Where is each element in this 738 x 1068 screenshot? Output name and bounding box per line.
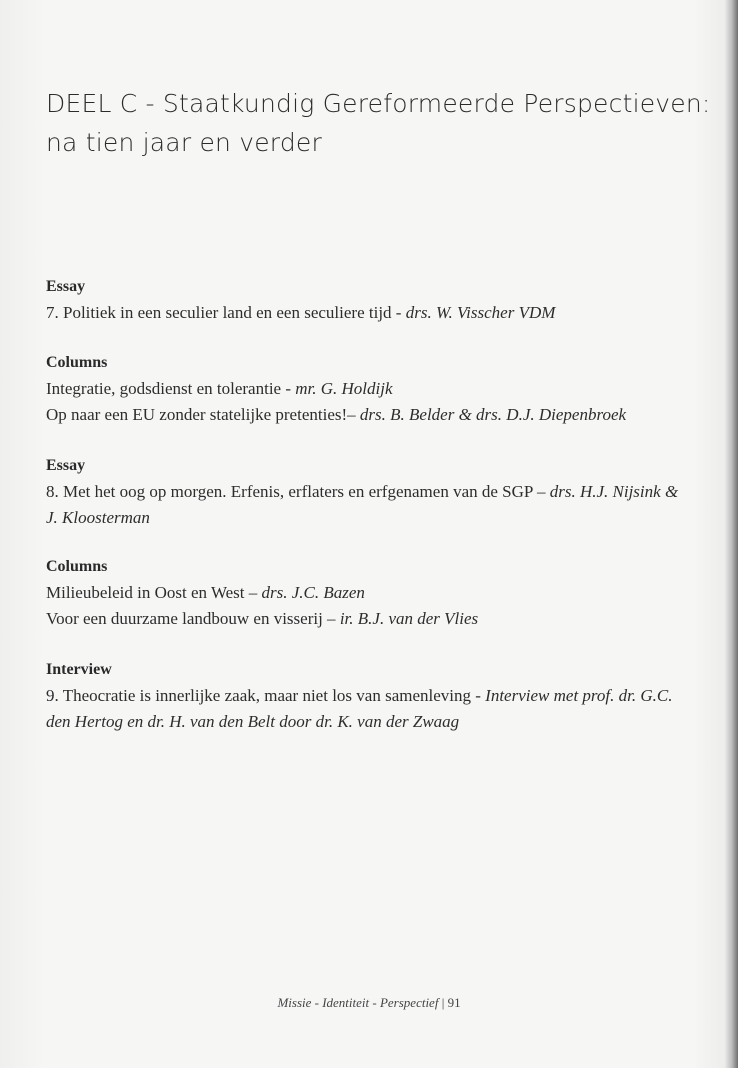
section-columns-1 [46,352,686,428]
section-interview-9 [46,659,686,735]
entry-title: 7. Politiek in een seculier land en een seculiere tijd - [46,303,406,322]
toc-entry [46,402,686,428]
section-heading: Columns [46,354,108,371]
page-number: 91 [447,995,461,1010]
entry-title: 9. Theocratie is innerlijke zaak, maar niet los van samenleving - [46,686,486,705]
section-heading: Interview [46,661,112,678]
entry-author: drs. W. Visscher VDM [405,303,556,322]
part-title-line-1: DEEL C - Staatkundig Gereformeerde Perspectieven: [46,89,711,118]
footer-separator: | [441,995,445,1010]
toc-entry [46,683,686,735]
entry-author: Interview met prof. dr. G.C. den Hertog en dr. H. van den Belt door dr. K. van der Zwaag [46,686,673,731]
section-essay-8 [46,455,686,531]
toc-entry [46,606,686,632]
toc-entry [46,580,686,606]
toc-entry [46,300,686,326]
page-edge-shadow [724,0,738,1068]
part-title-line-2: na tien jaar en verder [46,128,322,157]
toc-entry [46,479,686,531]
part-title [46,84,711,162]
section-essay-7 [46,276,686,326]
entry-author: mr. G. Holdijk [295,379,393,398]
entry-author: ir. B.J. van der Vlies [339,609,479,628]
section-heading: Columns [46,558,108,575]
entry-author: drs. H.J. Nijsink & J. Kloosterman [46,482,679,527]
entry-author: drs. J.C. Bazen [261,583,365,602]
section-columns-2 [46,556,686,632]
toc-entry [46,376,686,402]
running-title: Missie - Identiteit - Perspectief [277,995,439,1010]
entry-title: 8. Met het oog op morgen. Erfenis, erflaters en erfgenamen van de SGP – [46,482,550,501]
section-heading: Essay [46,278,86,295]
entry-title: Voor een duurzame landbouw en visserij – [46,609,340,628]
entry-title: Integratie, godsdienst en tolerantie - [46,379,296,398]
page-footer [0,995,738,1011]
entry-title: Op naar een EU zonder statelijke pretenties!– [46,405,360,424]
entry-author: drs. B. Belder & drs. D.J. Diepenbroek [359,405,627,424]
section-heading: Essay [46,457,86,474]
entry-title: Milieubeleid in Oost en West – [46,583,262,602]
